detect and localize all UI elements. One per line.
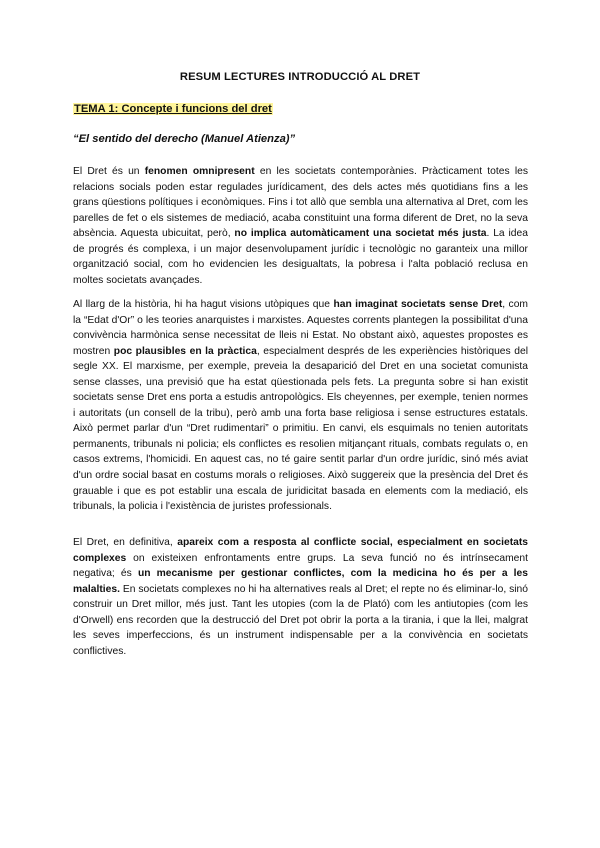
paragraph-text: En societats complexes no hi ha alternatives reals al Dret; el repte no és eliminar-lo, sinó construir un Dret millor, més just. Tant les utopies (com la de Plató) com les antiutopies (com les d'Orwell) ens recorden que la destrucció del Dret pot obrir la porta a la tirania, i que la llei, malgrat les seves imperfeccions, és un instrument indispensable per a la convivència en societats conflictives. bbox=[73, 583, 528, 657]
emphasized-text: fenomen omnipresent bbox=[144, 166, 255, 177]
emphasized-text: poc plausibles en la pràctica bbox=[113, 345, 257, 357]
document-title: RESUM LECTURES INTRODUCCIÓ AL DRET bbox=[179, 71, 421, 83]
paragraph-3 bbox=[73, 535, 528, 659]
paragraph-text: en les societats contemporànies. Pràcticament totes les relacions socials poden estar regulades jurídicament, des dels actes més quotidians fins a les grans qüestions polítiques i econòmiques. Fins i tot allò que sembla una alternativa al Dret, com les parelles de fet o els sistemes de mediació, acaba constituint una forma diferent de Dret, no la seva absència. Aquesta ubicuitat, però, bbox=[73, 166, 528, 240]
paragraph-1 bbox=[73, 164, 528, 288]
paragraph-text: , com la “Edat d'Or” o les teories anarquistes i marxistes. Aquestes corrents plantegen la possibilitat d'una convivència harmònica sense necessitat de lleis ni Estat. No obstant això, aquestes propostes es mostren bbox=[73, 299, 528, 357]
reading-subheading: “El sentido del derecho (Manuel Atienza)” bbox=[73, 133, 296, 145]
paragraph-text: , especialment després de les experiències històriques del segle XX. El marxisme, per exemple, preveia la desaparició del Dret en una societat comunista sense classes, una previsió que ha estat qüestionada pels fets. La pregunta sobre si han existit societats sense Dret ens porta a estudis antropològics. Els cheyennes, per exemple, tenien normes i autoritats (un consell de la tribu), però amb una forta base religiosa i sense estructures estatals. Això permet parlar d'un “Dret rudimentari” o primitiu. En canvi, els esquimals no tenien autoritats permanents, tribunals ni policia; els conflictes es resolien mitjançant rituals, combats regulats o, en casos extrems, l'homicidi. En aquest cas, no té gaire sentit parlar d'un ordre jurídic, sinó més aviat d'un ordre social basat en costums morals o religioses. Això suggereix que la presència del Dret és grauable i que es pot establir una escala de juridicitat basada en elements com la mediació, els tribunals, la policia i l'existència de juristes professionals. bbox=[73, 345, 528, 513]
paragraph-text: . La idea de progrés és complexa, i un major desenvolupament jurídic i tecnològic no garanteix una millor organització social, com ho evidencien les desigualtats, la pobresa i l'alta població reclusa en moltes societats avançades. bbox=[73, 228, 528, 286]
paragraph-2 bbox=[73, 297, 528, 515]
emphasized-text: un mecanisme per gestionar conflictes, com la medicina ho és per a les malalties. bbox=[73, 568, 528, 595]
paragraph-text: on existeixen enfrontaments entre grups. La seva funció no és intrínsecament negativa; és bbox=[73, 552, 528, 580]
emphasized-text: han imaginat societats sense Dret bbox=[333, 299, 503, 310]
paragraph-text: El Dret és un bbox=[73, 166, 145, 177]
emphasized-text: no implica automàticament una societat més justa bbox=[234, 228, 487, 240]
emphasized-text: apareix com a resposta al conflicte social, especialment en societats complexes bbox=[73, 537, 529, 564]
section-heading: TEMA 1: Concepte i funcions del dret bbox=[74, 103, 272, 115]
paragraph-text: El Dret, en definitiva, bbox=[73, 537, 178, 548]
paragraph-text: Al llarg de la història, hi ha hagut visions utòpiques que bbox=[73, 299, 334, 310]
